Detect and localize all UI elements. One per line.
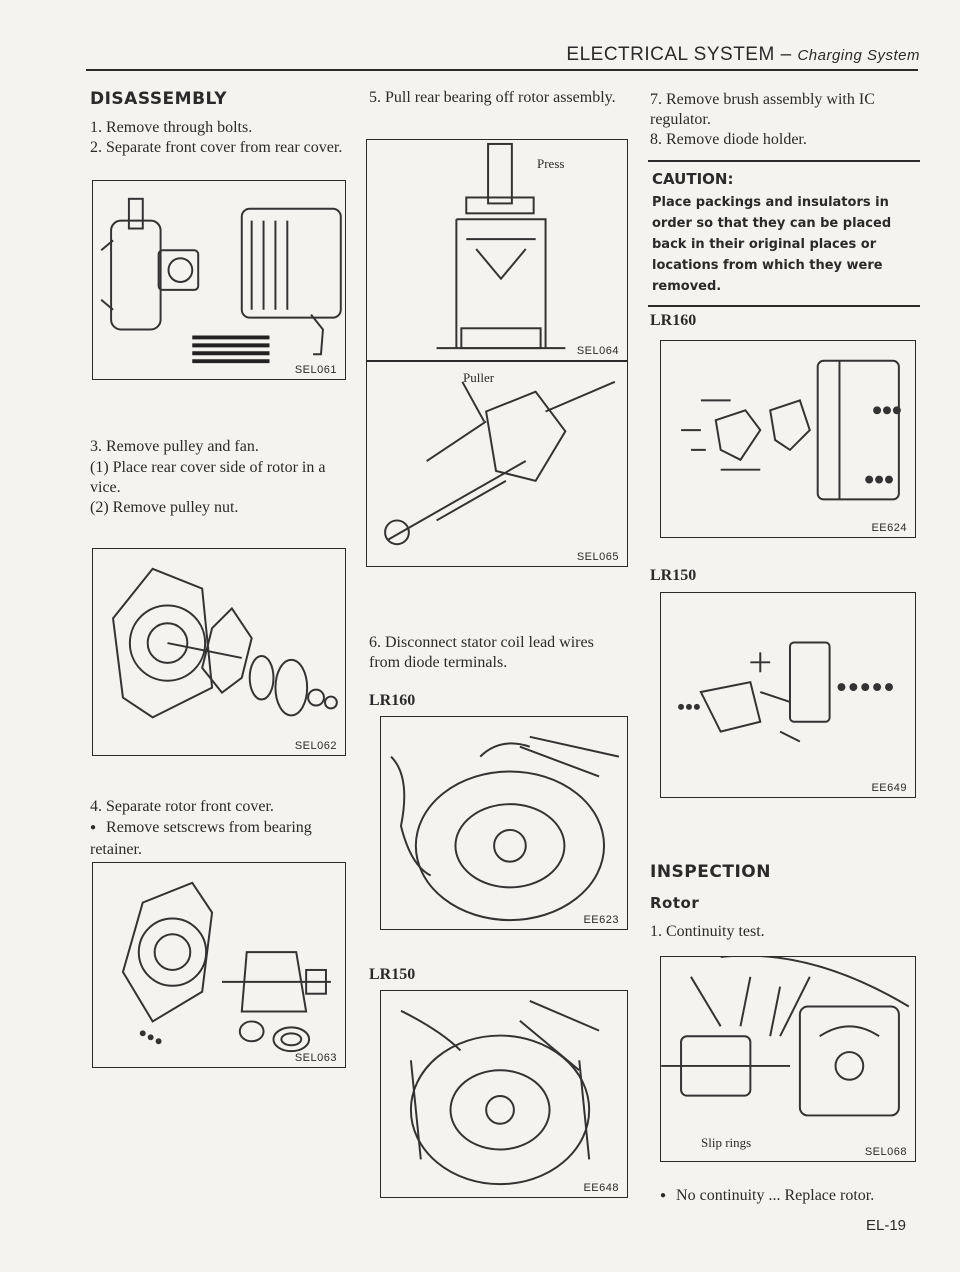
model-lr160: LR160 bbox=[650, 312, 697, 329]
figure-label: EE623 bbox=[583, 914, 619, 926]
brush-diode-holder-lr150-illustration bbox=[661, 593, 915, 797]
header-subtitle: Charging System bbox=[797, 47, 920, 64]
figure-ee648 bbox=[380, 990, 628, 1198]
stator-lead-disconnect-illustration bbox=[381, 717, 627, 929]
header-main: ELECTRICAL SYSTEM – bbox=[566, 44, 798, 65]
figure-ee624 bbox=[660, 340, 916, 538]
bullet-no-continuity: ● No continuity ... Replace rotor. bbox=[660, 1186, 916, 1208]
caution-title: CAUTION: bbox=[652, 170, 734, 188]
stator-lead-disconnect-lr150-illustration bbox=[381, 991, 627, 1197]
figure-label: EE648 bbox=[583, 1182, 619, 1194]
brush-diode-holder-lr160-illustration bbox=[661, 341, 915, 537]
figure-ee649 bbox=[660, 592, 916, 798]
step-8: 8. Remove diode holder. bbox=[650, 131, 807, 148]
press-bearing-illustration bbox=[367, 140, 627, 360]
figure-label: EE624 bbox=[871, 522, 907, 534]
step-6: 6. Disconnect stator coil lead wires from diode terminals. bbox=[369, 634, 594, 671]
step-3-1: (1) Place rear cover side of rotor in a vice. bbox=[90, 459, 326, 496]
step-7: 7. Remove brush assembly with IC regulator. bbox=[650, 91, 875, 128]
caution-body: Place packings and insulators in order so that they can be placed back in their original places or locations from which they were removed. bbox=[652, 195, 892, 294]
step-4: 4. Separate rotor front cover. bbox=[90, 798, 274, 815]
model-lr150: LR150 bbox=[650, 567, 697, 584]
puller-bearing-illustration bbox=[367, 362, 627, 566]
puller-note: Puller bbox=[463, 370, 495, 385]
figure-ee623 bbox=[380, 716, 628, 930]
press-note: Press bbox=[537, 156, 565, 171]
alternator-split-illustration bbox=[93, 181, 345, 379]
step-3-2: (2) Remove pulley nut. bbox=[90, 499, 239, 516]
rotor-continuity-test-illustration bbox=[661, 957, 915, 1161]
figure-label: SEL065 bbox=[576, 551, 619, 563]
page-header-title bbox=[560, 44, 920, 66]
figure-label: SEL061 bbox=[294, 364, 337, 376]
bullet-remove-setscrews: ● Remove setscrews from bearing retainer. bbox=[90, 818, 346, 860]
figure-sel062 bbox=[92, 548, 346, 756]
figure-label: SEL064 bbox=[576, 345, 619, 357]
rotor-front-cover-illustration bbox=[93, 863, 345, 1067]
figure-label: SEL062 bbox=[294, 740, 337, 752]
figure-sel063 bbox=[92, 862, 346, 1068]
model-lr150: LR150 bbox=[369, 966, 416, 983]
figure-sel061 bbox=[92, 180, 346, 380]
figure-sel064 bbox=[366, 139, 628, 361]
step-3: 3. Remove pulley and fan. bbox=[90, 438, 259, 455]
figure-sel068 bbox=[660, 956, 916, 1162]
step-2: 2. Separate front cover from rear cover. bbox=[90, 139, 343, 156]
step-5: 5. Pull rear bearing off rotor assembly. bbox=[369, 89, 616, 106]
page-number: EL-19 bbox=[866, 1217, 907, 1234]
figure-label: EE649 bbox=[871, 782, 907, 794]
figure-sel065 bbox=[366, 361, 628, 567]
slip-rings-note: Slip rings bbox=[701, 1135, 752, 1150]
inspection-heading: INSPECTION bbox=[650, 862, 771, 882]
step-1: 1. Remove through bolts. bbox=[90, 119, 253, 136]
caution-box bbox=[648, 160, 920, 307]
figure-label: SEL063 bbox=[294, 1052, 337, 1064]
figure-label: SEL068 bbox=[864, 1146, 907, 1158]
disassembly-heading: DISASSEMBLY bbox=[90, 89, 228, 109]
rotor-heading: Rotor bbox=[650, 894, 700, 912]
model-lr160: LR160 bbox=[369, 692, 416, 709]
inspection-step-1: 1. Continuity test. bbox=[650, 923, 765, 940]
pulley-fan-removal-illustration bbox=[93, 549, 345, 755]
header-rule bbox=[86, 69, 918, 71]
